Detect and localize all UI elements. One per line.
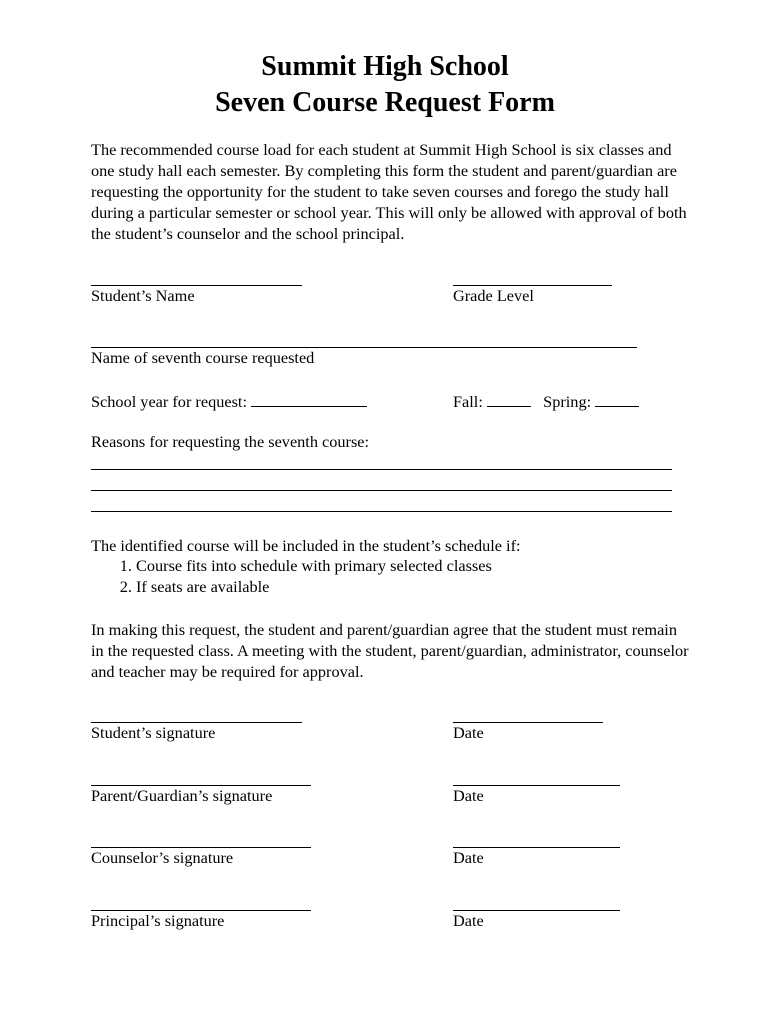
school-year-field[interactable] — [251, 391, 367, 407]
student-name-label: Student’s Name — [91, 286, 195, 305]
semester-row — [453, 391, 639, 412]
grade-level-label: Grade Level — [453, 286, 534, 305]
fall-field[interactable] — [487, 391, 531, 407]
agreement-paragraph: In making this request, the student and parent/guardian agree that the student must remain in the requested class. A meeting with the student, parent/guardian, administrator, counselor and teacher may be required for approval. — [91, 620, 689, 681]
school-year-row — [91, 391, 367, 412]
fall-label: Fall: — [453, 392, 483, 411]
condition-item: 2. If seats are available — [136, 576, 492, 597]
reasons-line-2[interactable] — [91, 490, 672, 491]
student-signature-label: Student’s signature — [91, 723, 216, 742]
reasons-label: Reasons for requesting the seventh course: — [91, 432, 370, 451]
parent-signature-label: Parent/Guardian’s signature — [91, 786, 273, 805]
form-title-heading: Seven Course Request Form — [215, 87, 555, 118]
principal-date-label: Date — [453, 911, 484, 930]
conditions-intro: The identified course will be included in the student’s schedule if: — [91, 536, 521, 555]
spring-label: Spring: — [543, 392, 592, 411]
school-year-label: School year for request: — [91, 392, 247, 411]
spring-field[interactable] — [595, 391, 639, 407]
counselor-date-label: Date — [453, 848, 484, 867]
counselor-signature-label: Counselor’s signature — [91, 848, 234, 867]
intro-paragraph: The recommended course load for each student at Summit High School is six classes and one study hall each semester. By completing this form the student and parent/guardian are requesting the opportunity for the student to take seven courses and forego the study hall during a particular semester or school year. This will only be allowed with approval of both the student’s counselor and the school principal. — [91, 140, 687, 243]
parent-date-label: Date — [453, 786, 484, 805]
reasons-line-1[interactable] — [91, 469, 672, 470]
school-name-heading: Summit High School — [261, 51, 509, 82]
condition-item: 1. Course fits into schedule with primary selected classes — [136, 555, 492, 576]
conditions-list — [91, 555, 492, 597]
reasons-line-3[interactable] — [91, 511, 672, 512]
seventh-course-label: Name of seventh course requested — [91, 348, 315, 367]
student-date-label: Date — [453, 723, 484, 742]
principal-signature-label: Principal’s signature — [91, 911, 225, 930]
